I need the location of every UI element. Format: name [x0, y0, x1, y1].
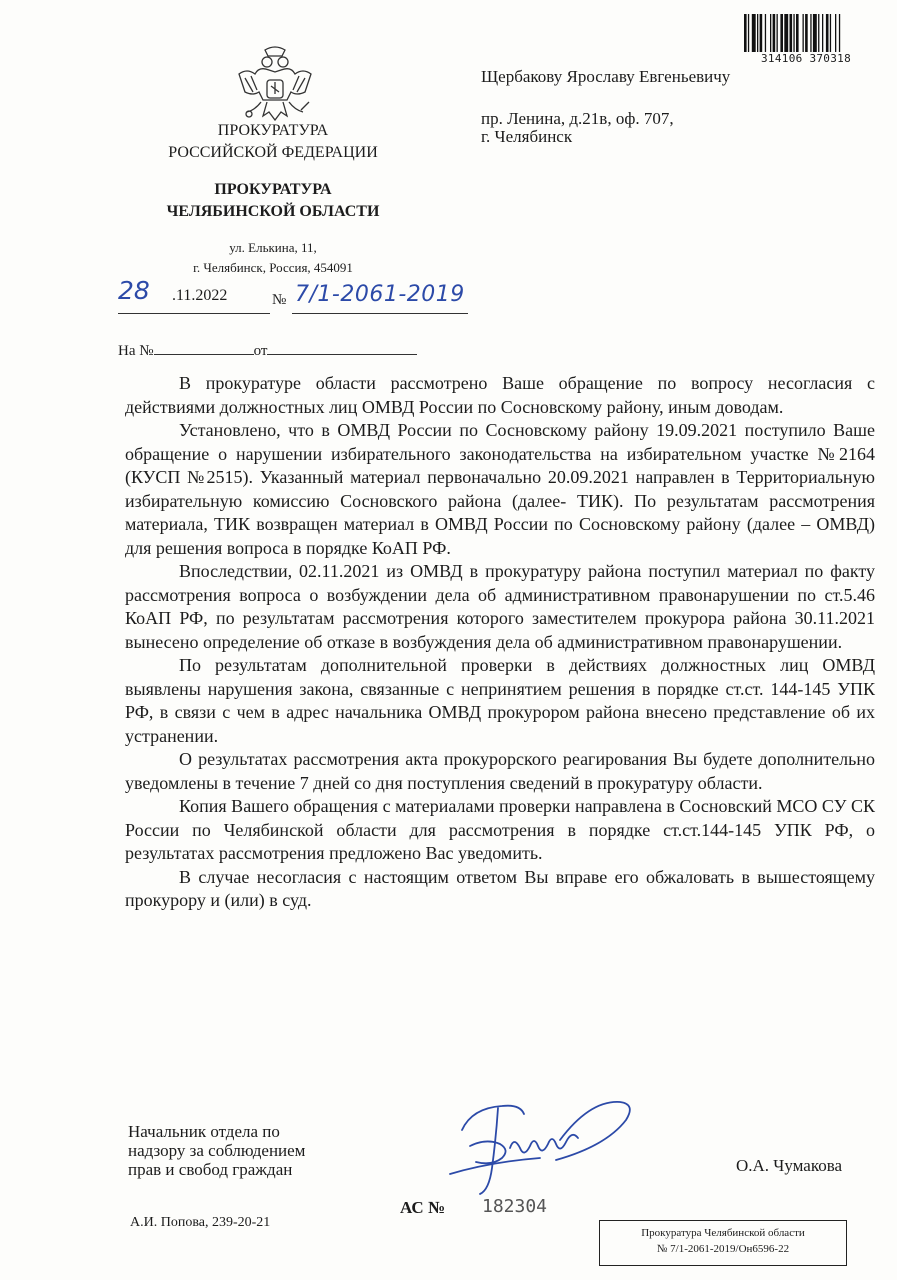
org-name-line2: РОССИЙСКОЙ ФЕДЕРАЦИИ [168, 144, 378, 161]
reference-number-label: На № [118, 343, 154, 359]
number-underline [292, 313, 468, 314]
as-number: 182304 [482, 1196, 548, 1217]
org-name [110, 120, 436, 164]
reference-date-label: от [253, 343, 268, 359]
body-paragraph: Установлено, что в ОМВД России по Сосновскому району 19.09.2021 поступило Ваше обращение о нарушении избирательного законодательства на избирательном участке №2164 (КУСП №2515). Указанный материал первоначально 20.09.2021 направлен в Территориальную избирательную комиссию Сосновского района (далее- ТИК). По результатам рассмотрения материала, ТИК возвращен материал в ОМВД России по Сосновскому району (далее – ОМВД) для решения вопроса в порядке КоАП РФ. [125, 420, 875, 558]
suborg-name [110, 179, 436, 223]
signer-position-line1: Начальник отдела по [128, 1122, 280, 1141]
reference-row [118, 343, 417, 360]
org-address-line1: ул. Елькина, 11, [229, 240, 317, 255]
org-address-line2: г. Челябинск, Россия, 454091 [193, 260, 353, 275]
registration-stamp [599, 1220, 847, 1266]
recipient-name: Щербакову Ярославу Евгеньевичу [481, 67, 731, 86]
date-month-year: .11.2022 [172, 287, 228, 304]
body-paragraph: О результатах рассмотрения акта прокурорского реагирования Вы будете дополнительно уведомлены в течение 7 дней со дня поступления сведений в прокуратуру области. [125, 749, 875, 793]
body-paragraph: По результатам дополнительной проверки в действиях должностных лиц ОМВД выявлены нарушения закона, связанные с непринятием решения в порядке ст.ст. 144-145 УПК РФ, в связи с чем в адрес начальника ОМВД прокурором района внесено представление об их устранении. [125, 655, 875, 746]
executor-contact: А.И. Попова, 239-20-21 [130, 1215, 271, 1230]
barcode-stripes [744, 14, 868, 52]
signer-position [128, 1122, 305, 1179]
barcode-number: 314106 370318 [761, 52, 851, 65]
body-paragraph: Впоследствии, 02.11.2021 из ОМВД в прокуратуру района поступил материал по факту рассмотрения вопроса о возбуждении дела об административном правонарушении по ст.5.46 КоАП РФ, по результатам рассмотрения которого заместителем прокурора района 30.11.2021 вынесено определение об отказе в возбуждения дела об административном правонарушении. [125, 561, 875, 652]
number-sign: № [272, 292, 287, 308]
registration-number-handwritten: 7/1-2061-2019 [295, 282, 465, 307]
as-number-label: АС № [400, 1198, 446, 1217]
stamp-line1: Прокуратура Челябинской области [641, 1227, 805, 1239]
recipient-address-line1: пр. Ленина, д.21в, оф. 707, [481, 109, 674, 128]
reference-number-blank [154, 354, 254, 355]
org-address [110, 238, 436, 278]
date-day-handwritten: 28 [118, 276, 150, 305]
letter-body [125, 372, 875, 913]
body-paragraph: В случае несогласия с настоящим ответом Вы вправе его обжаловать в вышестоящему прокурору и (или) в суд. [125, 866, 875, 910]
stamp-line2: № 7/1-2061-2019/Он6596-22 [656, 1243, 790, 1255]
date-underline [118, 313, 270, 314]
signer-position-line2: надзору за соблюдением [128, 1141, 306, 1160]
reference-date-blank [267, 354, 417, 355]
handwritten-signature [440, 1090, 640, 1205]
coat-of-arms-icon [231, 40, 319, 128]
suborg-name-line2: ЧЕЛЯБИНСКОЙ ОБЛАСТИ [166, 203, 380, 220]
signer-position-line3: прав и свобод граждан [128, 1160, 293, 1179]
body-paragraph: Копия Вашего обращения с материалами проверки направлена в Сосновский МСО СУ СК России по Челябинской области для рассмотрения в порядке ст.ст.144-145 УПК РФ, о результатах рассмотрения предложено Вас уведомить. [125, 796, 875, 863]
suborg-name-line1: ПРОКУРАТУРА [214, 181, 332, 198]
body-paragraph: В прокуратуре области рассмотрено Ваше обращение по вопросу несогласия с действиями должностных лиц ОМВД России по Сосновскому району, иным доводам. [125, 373, 875, 417]
recipient-address-line2: г. Челябинск [481, 127, 573, 146]
signer-name: О.А. Чумакова [736, 1156, 843, 1175]
org-name-line1: ПРОКУРАТУРА [217, 122, 329, 139]
